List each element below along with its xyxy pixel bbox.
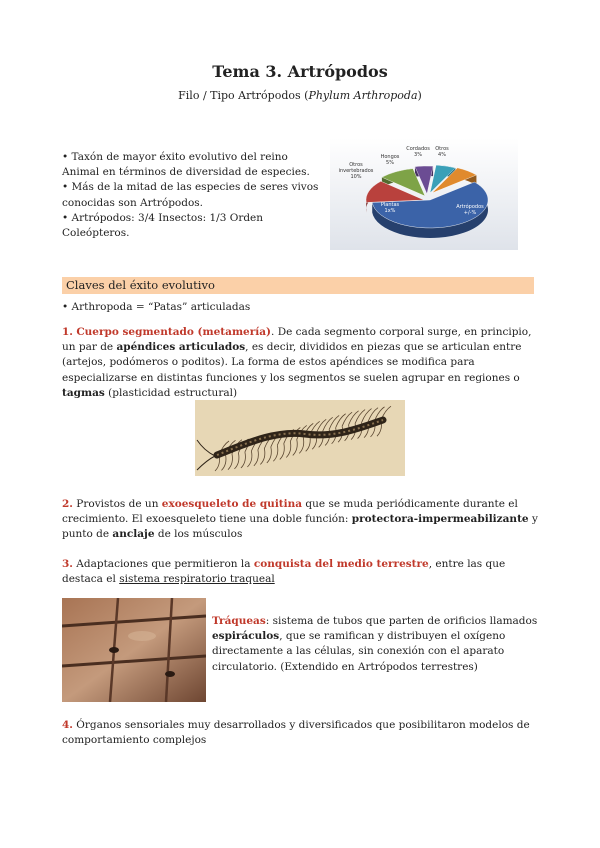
pie-slice-label: invertebrados <box>338 168 374 174</box>
spiracle <box>109 647 119 653</box>
trachea-spiracles-photo <box>62 598 206 702</box>
pie-slice-label: 3% <box>414 152 422 158</box>
point-text: (plasticidad estructural) <box>104 386 238 399</box>
intro-bullets <box>62 150 322 241</box>
point-4 <box>62 718 540 748</box>
point-number: 1. <box>62 326 73 338</box>
pie-slice-label: Artrópodos <box>456 204 484 210</box>
point-bold: apéndices articulados <box>116 341 246 354</box>
point-3 <box>62 557 540 587</box>
arthropoda-line: • Arthropoda = “Patas” articuladas <box>62 301 251 313</box>
intro-bullet: • Taxón de mayor éxito evolutivo del reino Animal en términos de diversidad de especies. <box>62 151 310 179</box>
point-text: que se muda periódicamente durante el crecimiento. El exoesqueleto tiene una doble función: <box>62 498 518 526</box>
point-text: , es decir, divididos en piezas que se articulan entre (artejos, podómeros o poditos). La forma de estos apéndices se modifica para especializarse en distintas funciones y los segmentos se suelen agrupar en regiones o <box>62 341 522 384</box>
point-keyword: conquista del medio terrestre <box>253 558 429 570</box>
trachea-description <box>212 614 542 675</box>
point-number: 2. <box>62 498 73 510</box>
pie-slice-label: Otros <box>349 162 363 168</box>
point-1 <box>62 325 540 401</box>
pie-slice-label: 4% <box>438 152 446 158</box>
point-keyword: Cuerpo segmentado (metamería) <box>76 326 272 338</box>
spiracle <box>165 671 175 677</box>
point-bold: tagmas <box>62 386 105 399</box>
point-keyword: Tráqueas <box>212 615 266 627</box>
point-text: Provistos de un <box>72 498 162 510</box>
page-subtitle <box>0 88 600 104</box>
page-title: Tema 3. Artrópodos <box>212 62 388 81</box>
pie-slice-label: 10% <box>350 174 362 180</box>
point-text: Órganos sensoriales muy desarrollados y diversificados que posibilitaron modelos de comportamiento complejos <box>62 719 530 747</box>
pie-slice-label: Cordados <box>406 146 430 152</box>
point-2 <box>62 497 540 543</box>
point-number: 3. <box>62 558 73 570</box>
point-underline: sistema respiratorio traqueal <box>119 573 275 586</box>
subtitle-suffix: ) <box>417 89 422 102</box>
point-bold: espiráculos <box>212 630 280 643</box>
intro-bullet: • Más de la mitad de las especies de seres vivos conocidas son Artrópodos. <box>62 181 319 209</box>
point-text: Adaptaciones que permitieron la <box>72 558 254 570</box>
point-text: . De cada segmento corporal surge, en principio, un par de <box>62 326 532 354</box>
point-text: : sistema de tubos que parten de orificios llamados <box>265 615 538 627</box>
pie-slice-label: Plantas <box>380 202 400 208</box>
subtitle-prefix: Filo / Tipo Artrópodos ( <box>178 89 309 102</box>
section-heading: Claves del éxito evolutivo <box>62 277 534 294</box>
point-text: y punto de <box>62 513 538 541</box>
intro-bullet: • Artrópodos: 3/4 Insectos: 1/3 Orden Coleópteros. <box>62 211 264 240</box>
point-text: , que se ramifican y distribuyen el oxígeno directamente a las células, sin conexión con el aparato circulatorio. (Extendido en Artrópodos terrestres) <box>212 630 506 673</box>
pie-slice-label: Hongos <box>380 154 400 160</box>
pie-slice-label: 5% <box>386 160 394 166</box>
point-bold: protectora-impermeabilizante <box>351 513 529 526</box>
species-pie-chart <box>330 138 518 250</box>
point-keyword: exoesqueleto de quitina <box>161 498 303 510</box>
point-bold: anclaje <box>112 528 155 541</box>
point-text: de los músculos <box>154 528 243 541</box>
subtitle-italic: Phylum Arthropoda <box>308 89 418 102</box>
pie-slice-label: Otros <box>435 146 449 152</box>
point-text: , entre las que destaca el <box>62 558 506 586</box>
centipede-illustration <box>195 400 405 476</box>
point-number: 4. <box>62 719 73 731</box>
pie-slice-label: 1x% <box>384 208 396 214</box>
pie-slice-label: +/-% <box>463 210 477 216</box>
